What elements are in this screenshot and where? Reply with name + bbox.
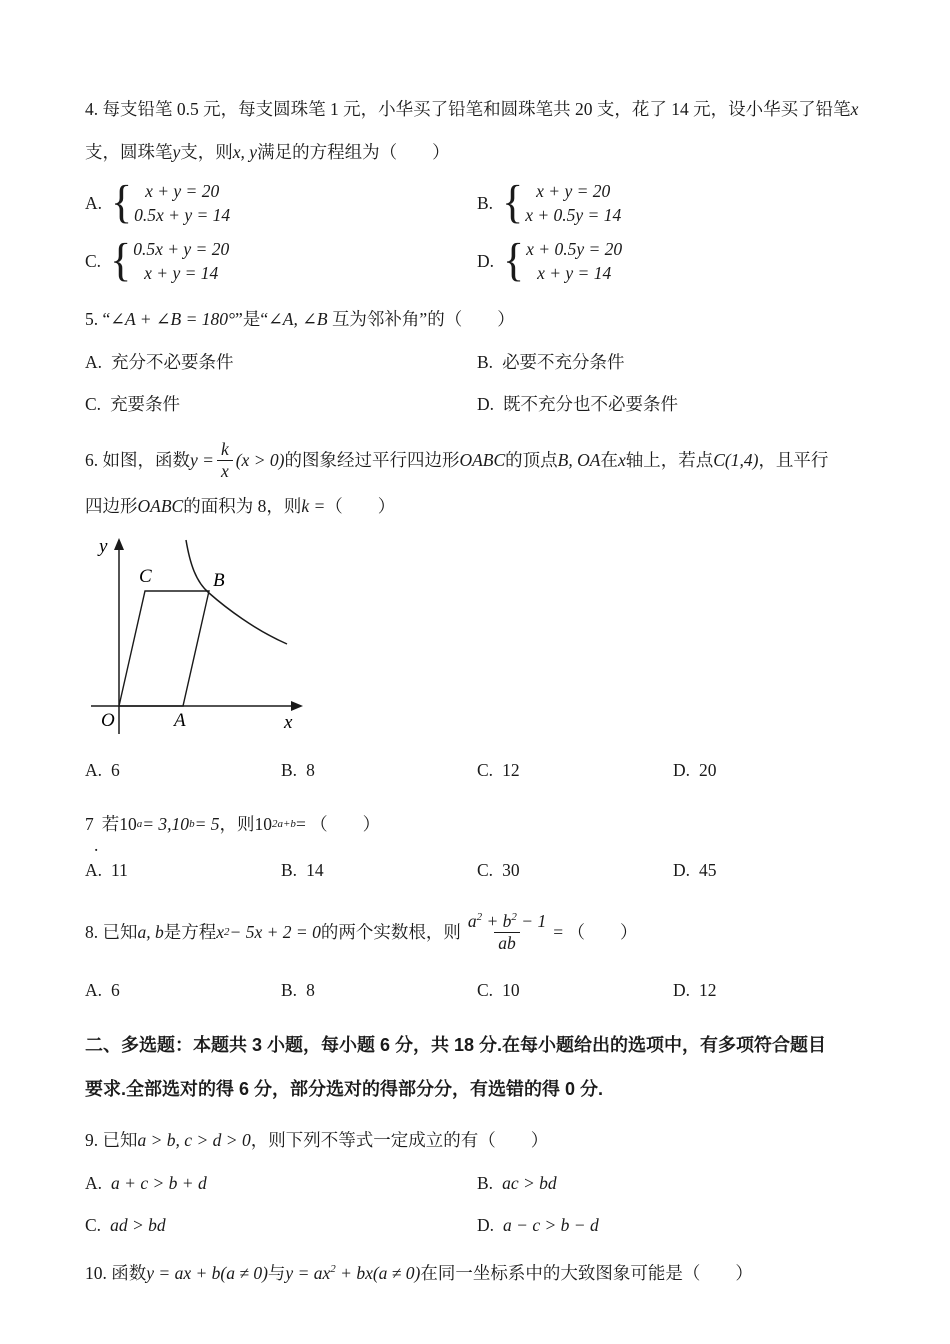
q7-stem: 7 . 若 10 a = 3,10 b = 5 ，则 10 2a+b = （ ） — [85, 799, 870, 849]
q4-stem-line2: 支，圆珠笔y支，则x, y满足的方程组为（ ） — [85, 142, 450, 162]
q8-option-b: B. 8 — [281, 980, 315, 1000]
option-label: D. — [477, 250, 495, 271]
q7-option-b: B. 14 — [281, 860, 324, 880]
option-label: B. — [477, 192, 494, 213]
equation-line: 0.5x + y = 20 — [133, 239, 230, 259]
parallelogram-OABC — [119, 591, 209, 706]
brace-glyph: { — [110, 234, 132, 287]
label-y: y — [99, 536, 108, 557]
equation-line: x + 0.5y = 20 — [526, 239, 623, 259]
q4-option-b — [477, 178, 870, 228]
label-A: A — [174, 710, 186, 731]
q5-options-row1 — [85, 341, 870, 383]
q6-stem-line1: 6. 如图，函数 y = $\frac{k}{x}$ (x > 0) 的图象经过平行四边形 OABC 的顶点 B, OA 在 x 轴上，若点 C(1,4) ，且平行 — [85, 439, 829, 481]
q7-option-c: C. 30 — [477, 860, 520, 880]
label-B: B — [213, 570, 225, 591]
equation-line: x + y = 14 — [537, 263, 612, 283]
q7-option-a: A. 11 — [85, 860, 128, 880]
q4-options-row2 — [85, 236, 870, 286]
q7-option-d: D. 45 — [673, 860, 717, 880]
q4-stem-line1 — [85, 88, 870, 131]
q7-number: 7 . — [85, 814, 99, 855]
question-10 — [85, 1252, 870, 1295]
question-7 — [85, 799, 870, 891]
q6-option-a: A. 6 — [85, 760, 120, 780]
q8-option-d: D. 12 — [673, 980, 717, 1000]
x-axis-arrow — [291, 701, 303, 711]
equation-line: 0.5x + y = 14 — [134, 205, 231, 225]
label-C: C — [139, 566, 152, 587]
brace-glyph: { — [111, 176, 133, 229]
section-heading-line2: 要求.全部选对的得 6 分，部分选对的得部分分，有选错的得 0 分. — [85, 1079, 604, 1099]
q8-option-a: A. 6 — [85, 980, 120, 1000]
q9-options-row2 — [85, 1204, 870, 1246]
q9-options-row1 — [85, 1162, 870, 1204]
q4-option-d — [477, 236, 870, 286]
q9-option-c: C. ad > bd — [85, 1215, 166, 1235]
option-label: A. — [85, 192, 103, 213]
q5-stem: 5. “∠A + ∠B = 180°”是“∠A, ∠B 互为邻补角”的（ ） — [85, 309, 515, 329]
q4-option-c — [85, 236, 477, 286]
question-9 — [85, 1119, 870, 1246]
brace-glyph: { — [502, 176, 524, 229]
y-axis-arrow — [114, 538, 124, 550]
brace-glyph: { — [503, 234, 525, 287]
equation-line: x + y = 14 — [144, 263, 219, 283]
q9-option-b: B. ac > bd — [477, 1173, 557, 1193]
section-heading-line1: 二、多选题：本题共 3 小题，每小题 6 分，共 18 分.在每小题给出的选项中，有多项符合题目 — [85, 1035, 827, 1055]
question-8 — [85, 901, 870, 1011]
question-6 — [85, 435, 870, 791]
equation-line: x + 0.5y = 14 — [525, 205, 622, 225]
question-5 — [85, 298, 870, 425]
q9-stem: 9. 已知a > b, c > d > 0，则下列不等式一定成立的有（ ） — [85, 1130, 549, 1150]
q7-options — [85, 849, 870, 891]
fraction-k-over-x: $\frac{k}{x}$ — [217, 439, 233, 480]
section-2-heading — [85, 1023, 870, 1111]
q6-option-b: B. 8 — [281, 760, 315, 780]
equation-line: x + y = 20 — [536, 181, 611, 201]
q5-option-c: C. 充要条件 — [85, 394, 181, 414]
equation-line: x + y = 20 — [145, 181, 220, 201]
q6-stem-line2: 四边形OABC的面积为 8，则k =（ ） — [85, 496, 396, 516]
q5-angle-eq: ∠A + ∠B = 180° — [110, 309, 236, 329]
q4-option-a — [85, 178, 477, 228]
q5-option-d: D. 既不充分也不必要条件 — [477, 394, 679, 414]
q4-var-x: x — [850, 99, 859, 119]
q6-option-d: D. 20 — [673, 760, 717, 780]
q9-option-a: A. a + c > b + d — [85, 1173, 207, 1193]
q8-options — [85, 969, 870, 1011]
q10-stem: 10. 函数y = ax + b(a ≠ 0)与$y = ax^2 + bx(a \ne 0)$在同一坐标系中的大致图象可能是（ ） — [85, 1263, 753, 1283]
fraction-a2b2-over-ab: $\frac{a^2 + b^2 - 1}{ab}$ — [467, 911, 547, 953]
q8-option-c: C. 10 — [477, 980, 520, 1000]
q6-options — [85, 749, 870, 791]
q8-stem: 8. 已知 a, b 是方程 x 2 − 5x + 2 = 0 的两个实数根，则 $\frac{a^2 + b^2 - 1}{ab}$ = （ ） — [85, 911, 638, 953]
label-O: O — [101, 710, 115, 731]
question-4 — [85, 88, 870, 286]
q6-figure — [89, 534, 870, 747]
q6-figure-svg — [89, 534, 329, 742]
q5-option-a: A. 充分不必要条件 — [85, 352, 234, 372]
q5-option-b: B. 必要不充分条件 — [477, 352, 625, 372]
option-label: C. — [85, 250, 102, 271]
q6-option-c: C. 12 — [477, 760, 520, 780]
q4-options-row1 — [85, 178, 870, 228]
label-x: x — [284, 712, 293, 733]
q9-option-d: D. a − c > b − d — [477, 1215, 599, 1235]
q4-text: 4. 每支铅笔 0.5 元，每支圆珠笔 1 元，小华买了铅笔和圆珠笔共 20 支，花了 14 元，设小华买了铅笔 — [85, 99, 851, 119]
q5-options-row2 — [85, 383, 870, 425]
